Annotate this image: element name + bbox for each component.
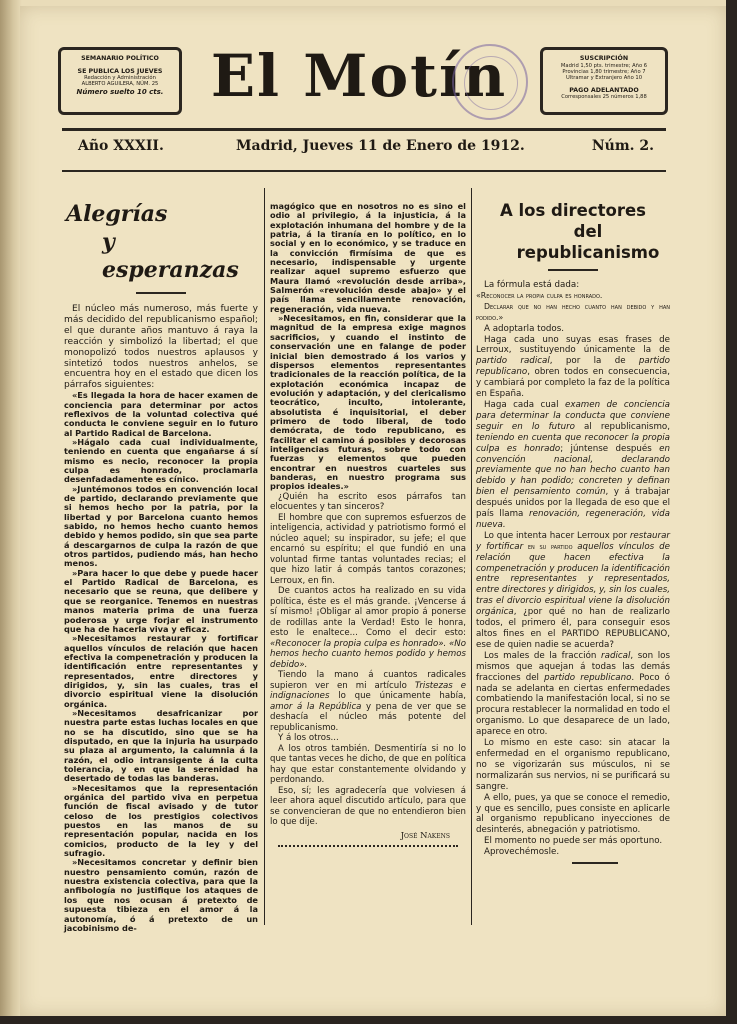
year-label: Año XXXII. [78,138,164,154]
p5-a: Haga cada uno suyas esas frases de Lerroux, sustituyendo únicamente la de [476,334,670,356]
column-divider-1 [264,188,265,925]
p7-b: restaurar y fortificar [476,530,670,552]
article2-heading-line2: del republicanismo [516,222,660,262]
article2-p10: A ello, pues, ya que se conoce el remedio, y que es sencillo, pues consiste en aplicarle al organismo republicano inyecciones de desinterés, abnegación y patriotismo. [476,792,670,836]
article2-p6 [476,400,670,531]
p7-c: en su partido [523,541,578,551]
article2-p8 [476,651,670,738]
p5-d: partido republicano [476,356,670,378]
right-box-line1: SUSCRIPCIÓN [579,55,629,62]
column-divider-2 [471,188,472,925]
article1-quote-1: «Es llegada la hora de hacer examen de conciencia para determinar por actos reflexivos de la voluntad colectiva qué conducta le conviene seguir en lo futuro al Partido Radical de Barcelona. [64,390,258,438]
article1-quote-9: magógico que en nosotros no es sino el odio al privilegio, á la injusticia, á la explotación inhumana del hombre y de la patria, á la tiranía en lo político, en lo social y en lo económico, y se traduce en la convicción firmísima de que es necesario, indispensable y urgente realizar aquel supremo esfuerzo que Maura llamó «revolución desde arriba», Salmerón «revolución desde abajo» y el país llama sencillamente renovación, regeneración, vida nueva. [270,201,466,314]
article1-heading-line2: y esperanzas [102,229,239,283]
left-box-line4: ALBERTO AGUILERA, NÚM. 25 [81,81,159,88]
p8-d: partido republicano [544,672,632,683]
p8-b: radical [601,650,631,661]
heading-rule-2 [548,269,598,271]
date-label: Madrid, Jueves 11 de Enero de 1912. [236,138,525,154]
article1-quote-8: »Necesitamos concretar y definir bien nuestro pensamiento común, razón de nuestra existencia colectiva, para que la anfibología no justifique los ataques de los que nos ocusan á pretexto de supuesta tibieza en el amor á la autonomía, ó á pretexto de un jacobinismo de- [64,857,258,933]
article1-paragraph-5: Y á los otros... [278,733,339,744]
article1-paragraph-1: ¿Quién ha escrito esos párrafos tan elocuentes y tan sinceros? [270,491,466,513]
page-edge-right [726,0,737,1024]
left-box-line1: SEMANARIO POLÍTICO [81,55,159,62]
article2-p2: «Reconocer la propia culpa es honrado. [476,290,603,300]
right-box-line6: Corresponsales 25 números 1,88 [561,94,647,101]
p6-g: , y á trabajar después unidos por la llegada de eso que el país llama [476,487,670,520]
article1-quote-6: »Necesitamos desafricanizar por nuestra parte estas luchas locales en que no se ha discutido, sino que se ha disputado, en que la injuria ha usurpado su plaza al argumento, la calumnia á la razón, el odio intransigente á la culta tolerancia, y en que la serenidad ha desertado de todas las banderas. [64,707,258,784]
article2-p9: Lo mismo en este caso: sin atacar la enfermedad en el organismo republicano, no se vigorizarán sus músculos, ni se normalizarán sus nervios, ni se purificará su sangre. [476,738,670,792]
p4-text-a: Tiendo la mano á cuantos radicales supieron ver en mi artículo [270,670,466,691]
article2-p7 [476,531,670,651]
article1-quote-7: »Necesitamos que la representación orgánica del partido viva en perpetua función de fiscal avisado y de tutor celoso de los prestigios colectivos puestos en las manos de su representación popular, nacida en los comicios, producto de la ley y del sufragio. [64,782,258,859]
p5-e: , obren todos en consecuencia, y cambiará por completo la faz de la política en España. [476,367,670,400]
article1-heading-line1: Alegrías [66,201,168,227]
article1-heading [64,200,258,284]
heading-rule [136,292,186,294]
left-box-line2: SE PUBLICA LOS JUEVES [77,67,163,75]
end-ornament [278,845,458,852]
article1-intro: El núcleo más numeroso, más fuerte y más decidido del republicanismo español; el que durante años mantuvo á raya la reacción y simbolizó la libertad; el que monopolizó todos nuestros aplausos y sintetizó todos nuestros anhelos, se encuentra hoy en el estado que dicen los párrafos siguientes: [64,304,258,391]
article1-quote-2: »Hágalo cada cual individualmente, teniendo en cuenta que engañarse á sí mismo es necio, reconocer la propia culpa es honrado, proclamarla desenfadadamente es cínico. [64,436,258,485]
p6-b: examen de conciencia para determinar la conducta que conviene seguir en lo futuro [476,399,670,432]
stamp-inner-ring [464,56,518,110]
column-1 [64,200,258,933]
book-binding [0,0,22,1024]
dateline [62,138,666,160]
article1-paragraph-2: El hombre que con supremos esfuerzos de inteligencia, actividad y patriotismo formó el núcleo aquel; su inspirador, su jefe; el que encarnó su espíritu; el que fundió en una voluntad firme tantas voluntades recias; el que hizo latir á compás tantos corazones; Lerroux, en fin. [270,512,466,586]
issue-number: Núm. 2. [591,138,654,154]
p4-text-e: y pena de ver que se deshacía el núcleo más potente del republicanismo. [270,701,466,733]
newspaper-title: El Motín [210,42,508,110]
article2-heading-line1: A los directores [499,201,647,220]
p8-c: , son los mismos que aquejan á todas las demás fracciones del [476,650,670,683]
article2-heading [476,200,670,263]
p5-b: partido radical [476,356,550,367]
left-box-line5: Número suelto 10 cts. [76,87,164,96]
masthead-left-box [58,47,182,115]
left-box-line3: Redacción y Administración [84,75,156,81]
column-2 [270,202,466,852]
library-stamp [452,44,528,120]
right-box-line3: Provincias 1,80 trimestre; Año 7 [562,68,646,75]
p6-a: Haga cada cual [484,399,565,410]
p6-f: en convención nacional, declarando previamente que no han hecho cuanto han debido y han podido; concreten y definan bien el pensamiento común [476,443,671,498]
masthead-rule-bottom [62,170,666,172]
article1-paragraph-3 [270,586,466,670]
p3-text: De cuantos actos ha realizado en su vida política, éste es el más grande. ¡Vencerse á sí mismo! ¡Obligar al amor propio á ponerse de rodillas ante la Verdad! Esto le honra, esto le enaltece... Como el decir esto: [270,586,466,639]
article2-p1: La fórmula está dada: [484,280,580,290]
p7-d: aquellos vínculos de relación que hacen efectiva la compenetración y producen la identificación entre representantes y representados, entre directores y dirigidos, y, sin los cuales, tras el divorcio espiritual viene la disolución orgánica [476,541,671,618]
right-box-line2: Madrid 1,50 pts. trimestre; Año 6 [560,62,648,69]
p8-e: . Poco ó nada se adelanta en ciertas enfermedades combatiendo la manifestación local, si no se procura restablecer la normalidad en todo el organismo. Lo que desaparece de un lado, aparece en otro. [476,672,671,738]
article2-p4: A adoptarla todos. [484,323,565,334]
p8-a: Los males de la fracción [484,650,602,661]
p6-d: teniendo en cuenta que reconocer la propia culpa es honrado [476,432,670,454]
article2-p5 [476,335,670,400]
article1-quote-5: »Necesitamos restaurar y fortificar aquellos vínculos de relación que hacen efectiva la compenetración y producen la identificación entre representantes y representados, entre directores y dirigidos, y, sin las cuales, tras el divorcio espiritual viene la disolución orgánica. [64,633,258,709]
article2-p12: Aprovechémosle. [484,847,560,858]
masthead-right-box [540,47,668,115]
article1-signature: José Nakens [400,829,450,840]
right-box-line5: PAGO ADELANTADO [569,86,639,94]
article2-p3: Declarar que no han hecho cuanto han debido y han podido.» [476,301,670,322]
p4-title: Tristezas e indignaciones [270,680,466,702]
article2-p11: El momento no puede ser más oportuno. [484,836,663,847]
p6-e: ; júntense después [560,443,660,454]
article1-paragraph-6: A los otros también. Desmentiría si no lo que tantas veces he dicho, de que en política hay que estar constantemente olvidando y perdonando. [270,743,466,786]
article1-quote-4: »Para hacer lo que debe y puede hacer el Partido Radical de Barcelona, es necesario que se reuna, que delibere y que se reorganice. Tenemos en nuestras manos materia prima de una fuerza poderosa y urge forjar el instrumento que ha de hacerla viva y eficaz. [64,567,258,634]
p6-c: al republicanismo, [574,421,670,432]
p7-e: , ¿por qué no han de realizarlo todos, el primero él, para conseguir esos altos fines en el PARTIDO REPUBLICANO, ese de quien nadie se acuerda? [476,607,670,650]
column-3 [476,200,670,864]
right-box-line4: Ultramar y Extranjero Año 10 [565,75,643,82]
p3-italic: «Reconocer la propia culpa es honrado». «No hemos hecho cuanto hemos podido y hemos debido». [270,638,466,670]
masthead-rule-top [62,128,666,131]
article1-paragraph-4 [270,670,466,733]
article1-quote-3: »Juntémonos todos en convención local de partido, declarando previamente que si hemos hecho por la patria, por la libertad y por Barcelona cuanto hemos sabido, no hemos hecho cuanto hemos debido y hemos podido, sin que sea parte á descargarnos de culpa la razón de que otros partidos, pudiendo más, han hecho menos. [64,483,258,569]
article1-quote-10: »Necesitamos, en fin, considerar que la magnitud de la empresa exige magnos sacrificios, y cuando el instinto de conservación une en falange de poder inicial bien demostrado á los varios y dispersos elementos representantes tradicionales de la reacción política, de la explotación económica incapaz de evolución y adaptación, y del clericalismo teocrático, inculto, intolerante, absolutista é inquisitorial, el deber primero de todo liberal, de todo demócrata, de todo republicano, es facilitar el camino á posibles y decorosas inteligencias futuras, sobre todo con fuerzas y elementos que pueden encontrar en nuestros cuarteles sus banderas, en nuestro programa sus propios ideales.» [270,313,466,492]
p6-h: renovación, regeneración, vida nueva. [476,509,670,530]
p4-italic: amor á la República [270,701,362,712]
p5-c: , por la de [549,356,639,367]
page-edge-bottom [0,1016,737,1024]
article2-end-rule [572,862,618,864]
p4-text-c: lo que únicamente había, [329,691,466,702]
article1-paragraph-7: Eso, sí; les agradecería que volviesen á leer ahora aquel discutido artículo, para que se convencieran de que no entendieron bien lo que dije. [270,785,466,828]
p7-a: Lo que intenta hacer Lerroux por [484,530,630,541]
